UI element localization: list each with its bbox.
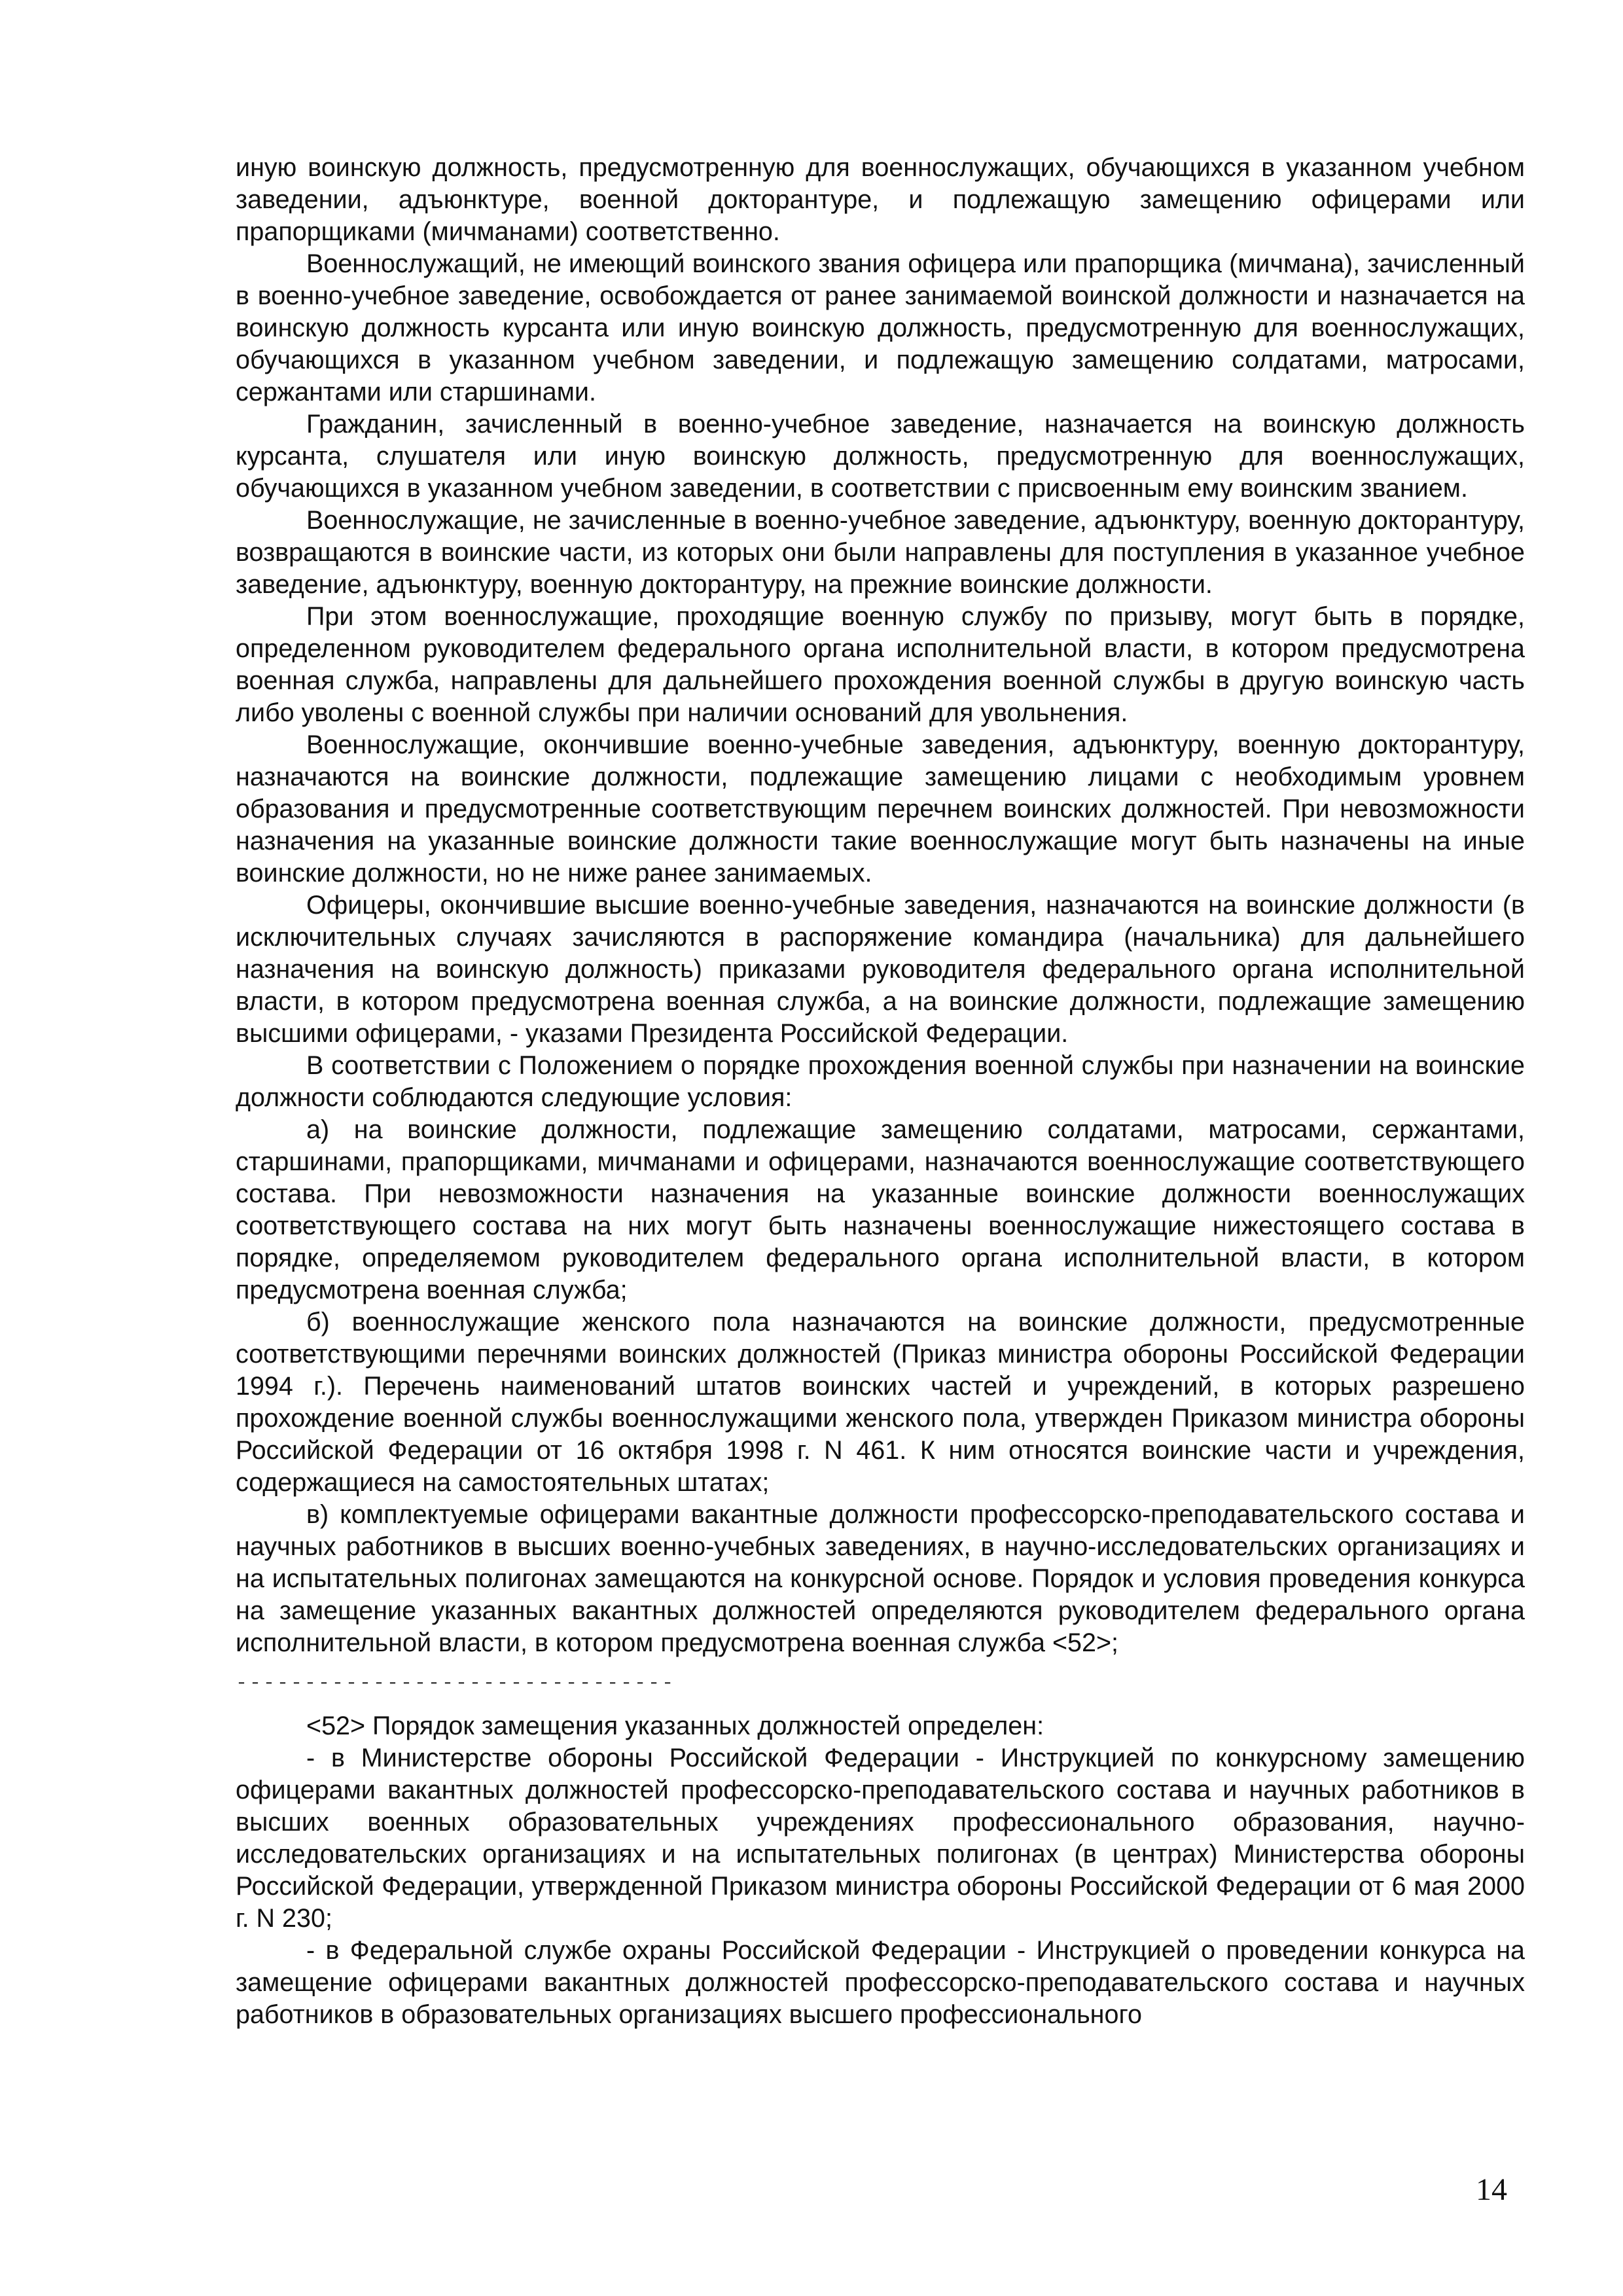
paragraph: иную воинскую должность, предусмотренную для военнослужащих, обучающихся в указанном учебном заведении, адъюнктуре, военной докторантуре, и подлежащую замещению офицерами или прапорщиками (мичманами) соответственно. bbox=[236, 153, 1525, 246]
list-item-b: б) военнослужащие женского пола назначаются на воинские должности, предусмотренные соответствующими перечнями воинских должностей (Приказ министра обороны Российской Федерации 1994 г.). Перечень наименований штатов воинских частей и учреждений, в которых разрешено прохождение военной службы военнослужащими женского пола, утвержден Приказом министра обороны Российской Федерации от 16 октября 1998 г. N 461. К ним относятся воинские части и учреждения, содержащиеся на самостоятельных штатах; bbox=[236, 1308, 1525, 1497]
paragraph: Военнослужащие, окончившие военно-учебные заведения, адъюнктуру, военную докторантуру, назначаются на воинские должности, подлежащие замещению лицами с необходимым уровнем образования и предусмотренные соответствующим перечнем воинских должностей. При невозможности назначения на указанные воинские должности такие военнослужащие могут быть назначены на иные воинские должности, но не ниже ранее занимаемых. bbox=[236, 730, 1525, 888]
document-body bbox=[236, 152, 1525, 2031]
paragraph: Гражданин, зачисленный в военно-учебное заведение, назначается на воинскую должность курсанта, слушателя или иную воинскую должность, предусмотренную для военнослужащих, обучающихся в указанном учебном заведении, в соответствии с присвоенным ему воинским званием. bbox=[236, 410, 1525, 503]
footnote-item: - в Министерстве обороны Российской Федерации - Инструкцией по конкурсному замещению офицерами вакантных должностей профессорско-преподавательского состава и научных работников в высших военных образовательных учреждениях профессионального образования, научно-исследовательских организациях и на испытательных полигонах (в центрах) Министерства обороны Российской Федерации, утвержденной Приказом министра обороны Российской Федерации от 6 мая 2000 г. N 230; bbox=[236, 1744, 1525, 1933]
paragraph: Офицеры, окончившие высшие военно-учебные заведения, назначаются на воинские должности (в исключительных случаях зачисляются в распоряжение командира (начальника) для дальнейшего назначения на воинскую должность) приказами руководителя федерального органа исполнительной власти, в котором предусмотрена военная служба, а на воинские должности, подлежащие замещению высшими офицерами, - указами Президента Российской Федерации. bbox=[236, 891, 1525, 1048]
paragraph: Военнослужащие, не зачисленные в военно-учебное заведение, адъюнктуру, военную докторантуру, возвращаются в воинские части, из которых они были направлены для поступления в указанное учебное заведение, адъюнктуру, военную докторантуру, на прежние воинские должности. bbox=[236, 506, 1525, 599]
paragraph: При этом военнослужащие, проходящие военную службу по призыву, могут быть в порядке, определенном руководителем федерального органа исполнительной власти, в котором предусмотрена военная служба, направлены для дальнейшего прохождения военной службы в другую воинскую часть либо уволены с военной службы при наличии оснований для увольнения. bbox=[236, 602, 1525, 727]
page-number: 14 bbox=[1476, 2172, 1507, 2207]
list-item-a: а) на воинские должности, подлежащие замещению солдатами, матросами, сержантами, старшинами, прапорщиками, мичманами и офицерами, назначаются военнослужащие соответствующего состава. При невозможности назначения на указанные воинские должности военнослужащих соответствующего состава на них могут быть назначены военнослужащие нижестоящего состава в порядке, определяемом руководителем федерального органа исполнительной власти, в котором предусмотрена военная служба; bbox=[236, 1115, 1525, 1304]
footnote-separator: -------------------------------- bbox=[236, 1674, 676, 1693]
footnote-heading: <52> Порядок замещения указанных должностей определен: bbox=[306, 1712, 1044, 1740]
list-item-c: в) комплектуемые офицерами вакантные должности профессорско-преподавательского состава и научных работников в высших военно-учебных заведениях, в научно-исследовательских организациях и на испытательных полигонах замещаются на конкурсной основе. Порядок и условия проведения конкурса на замещение указанных вакантных должностей определяются руководителем федерального органа исполнительной власти, в котором предусмотрена военная служба <52>; bbox=[236, 1500, 1525, 1657]
footnote-item: - в Федеральной службе охраны Российской Федерации - Инструкцией о проведении конкурса на замещение офицерами вакантных должностей профессорско-преподавательского состава и научных работников в образовательных организациях высшего профессионального bbox=[236, 1936, 1525, 2029]
paragraph: В соответствии с Положением о порядке прохождения военной службы при назначении на воинские должности соблюдаются следующие условия: bbox=[236, 1051, 1525, 1112]
paragraph: Военнослужащий, не имеющий воинского звания офицера или прапорщика (мичмана), зачисленный в военно-учебное заведение, освобождается от ранее занимаемой воинской должности и назначается на воинскую должность курсанта или иную воинскую должность, предусмотренную для военнослужащих, обучающихся в указанном учебном заведении, и подлежащую замещению солдатами, матросами, сержантами или старшинами. bbox=[236, 249, 1525, 406]
